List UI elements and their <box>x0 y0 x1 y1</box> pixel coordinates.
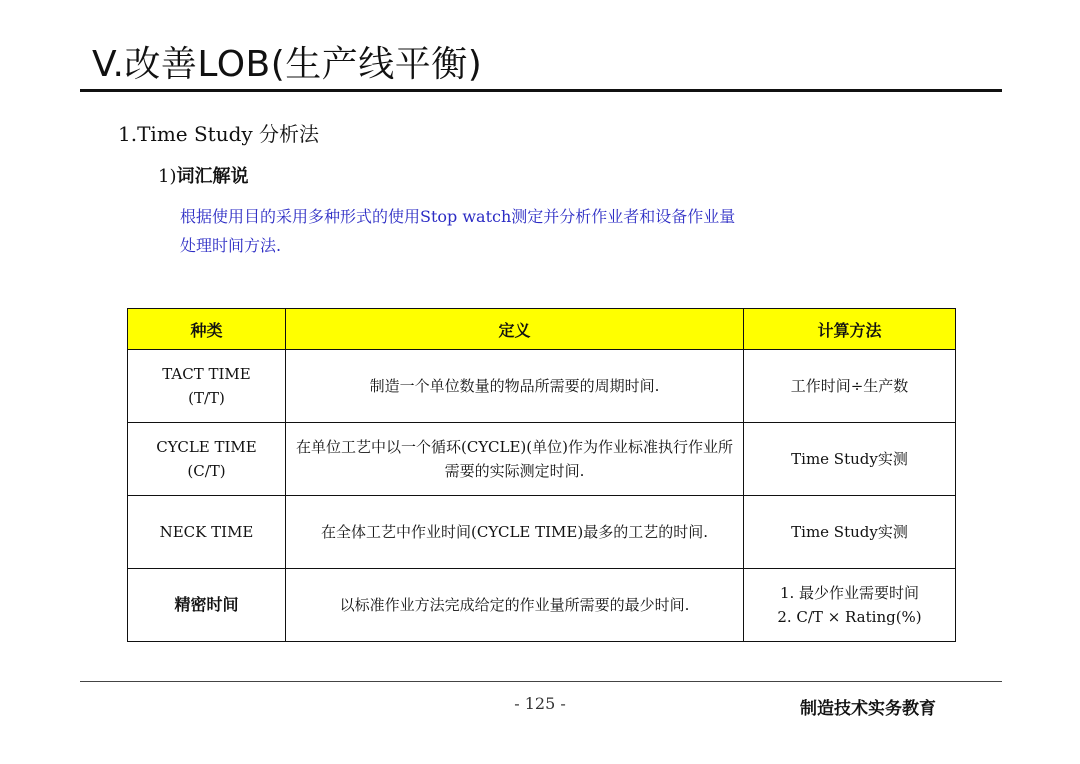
row-definition: 在单位工艺中以一个循环(CYCLE)(单位)作为作业标准执行作业所需要的实际测定时间. <box>286 423 744 496</box>
row-calc: 工作时间÷生产数 <box>744 350 956 423</box>
subsection-heading <box>158 164 248 190</box>
title-underline <box>80 89 1002 92</box>
row-kind: TACT TIME (T/T) <box>128 350 286 423</box>
table-row <box>128 569 956 642</box>
definition-line-1: 根据使用目的采用多种形式的使用Stop watch测定并分析作业者和设备作业量 <box>180 207 736 226</box>
footer-rule <box>80 681 1002 682</box>
row-calc: Time Study实测 <box>744 423 956 496</box>
footer-brand: 制造技术实务教育 <box>800 699 936 719</box>
header-kind: 种类 <box>128 309 286 350</box>
header-definition: 定义 <box>286 309 744 350</box>
definition-line-2: 处理时间方法. <box>180 236 282 255</box>
time-study-table <box>127 308 956 642</box>
section-heading: 1.Time Study 分析法 <box>118 122 320 146</box>
calc-list-item: 1. 最少作业需要时间 <box>779 584 920 602</box>
calc-list-item: 2. C/T × Rating(%) <box>777 608 922 626</box>
definition-text <box>180 202 735 260</box>
table-header-row <box>128 309 956 350</box>
row-definition: 以标准作业方法完成给定的作业量所需要的最少时间. <box>286 569 744 642</box>
row-calc: Time Study实测 <box>744 496 956 569</box>
header-calc-method: 计算方法 <box>744 309 956 350</box>
subsection-label: 词汇解说 <box>176 166 249 187</box>
subsection-number: 1) <box>158 166 177 187</box>
table-row <box>128 496 956 569</box>
row-kind: CYCLE TIME (C/T) <box>128 423 286 496</box>
page-title: V.改善LOB(生产线平衡) <box>92 44 483 85</box>
table-row <box>128 350 956 423</box>
table-row <box>128 423 956 496</box>
row-kind: NECK TIME <box>128 496 286 569</box>
page-number: - 125 - <box>514 694 566 713</box>
row-definition: 制造一个单位数量的物品所需要的周期时间. <box>286 350 744 423</box>
row-kind: 精密时间 <box>128 569 286 642</box>
row-definition: 在全体工艺中作业时间(CYCLE TIME)最多的工艺的时间. <box>286 496 744 569</box>
row-calc-list <box>744 569 956 642</box>
